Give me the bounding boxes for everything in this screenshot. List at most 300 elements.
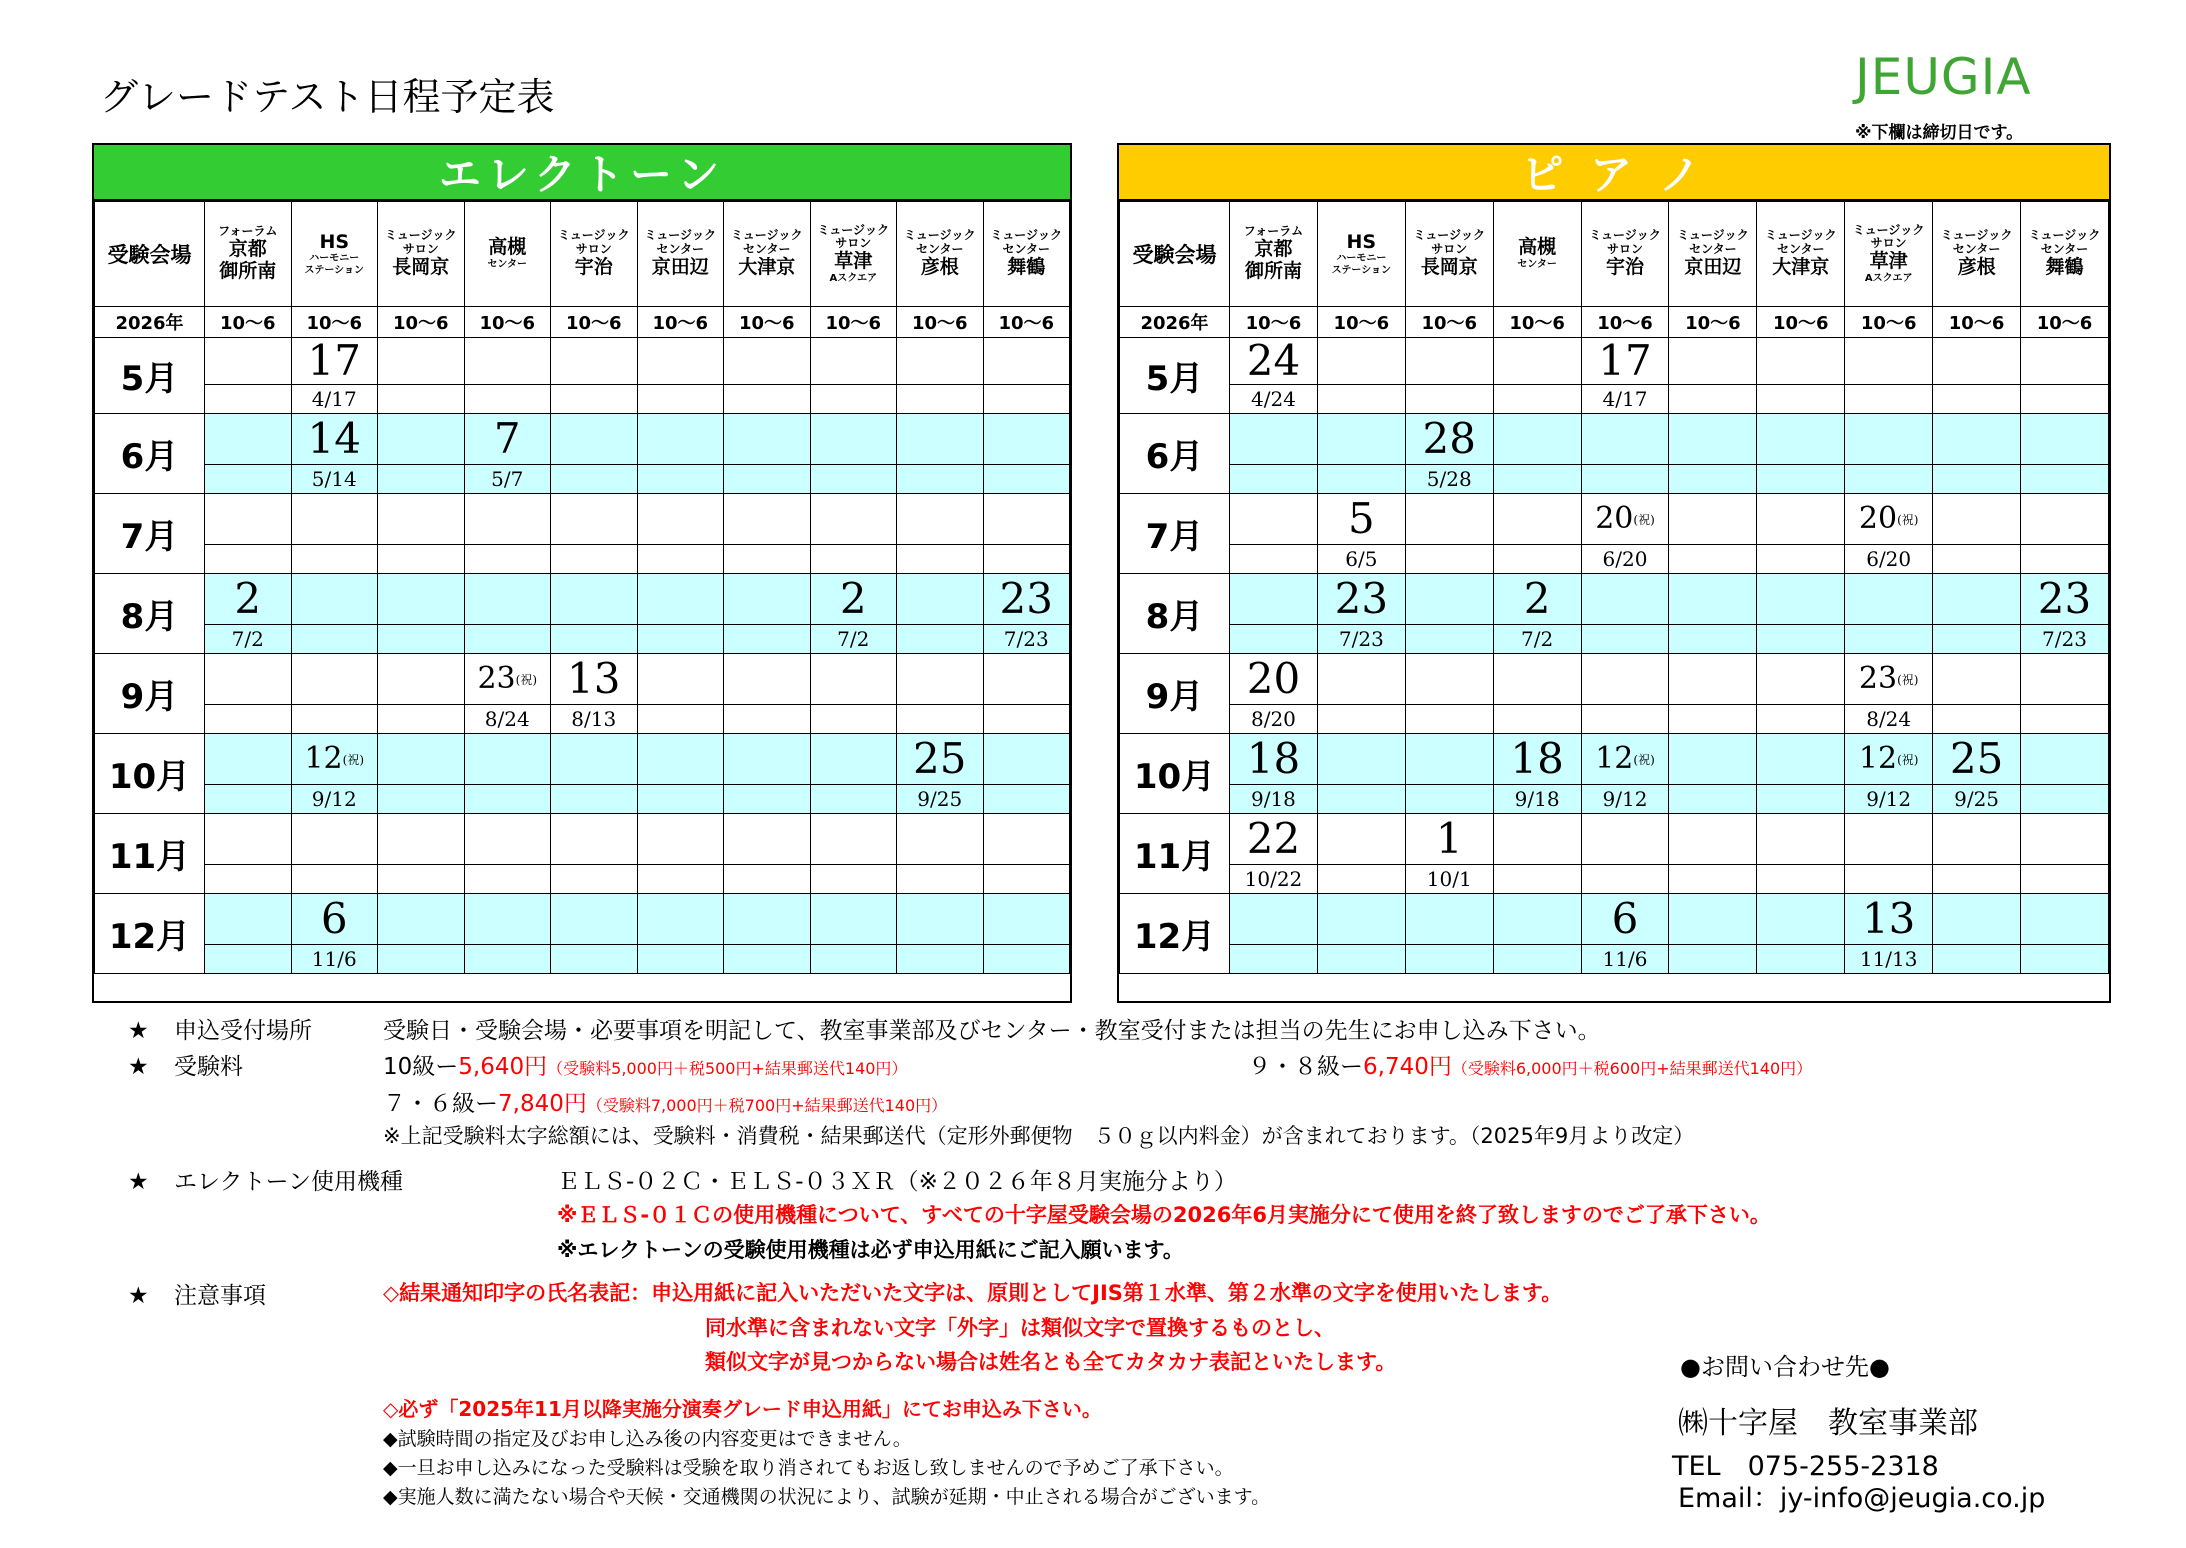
month-row-0	[1120, 338, 2109, 385]
empty-cell	[2021, 945, 2109, 974]
empty-cell	[205, 654, 292, 705]
empty-cell	[897, 385, 984, 414]
empty-cell	[1933, 705, 2021, 734]
empty-cell	[637, 465, 724, 494]
exam-day: 13	[551, 654, 638, 705]
month-row-7	[1120, 894, 2109, 945]
empty-cell	[1845, 385, 1933, 414]
fee-10-detail: （受験料5,000円＋税500円+結果郵送代140円）	[547, 1059, 908, 1078]
exam-day: 18	[1230, 734, 1318, 785]
empty-cell	[1405, 654, 1493, 705]
empty-cell	[1757, 465, 1845, 494]
venue-suffix: ハーモニー ステーション	[1331, 253, 1392, 276]
exam-day: 25	[897, 734, 984, 785]
month-label: 6月	[95, 414, 205, 494]
empty-cell	[378, 574, 465, 625]
fee-label: 受験料	[173, 1054, 243, 1080]
venue-name: 宇治	[1606, 255, 1645, 278]
empty-cell	[1581, 865, 1669, 894]
empty-cell	[551, 574, 638, 625]
deadline-row-5	[1120, 785, 2109, 814]
empty-cell	[205, 945, 292, 974]
piano-venue-header	[1405, 202, 1493, 307]
exam-day: 20	[1230, 654, 1318, 705]
contact-email[interactable]: Email：jy-info@jeugia.co.jp	[1678, 1483, 2046, 1514]
deadline-date: 9/12	[1581, 785, 1669, 814]
month-row-6	[95, 814, 1070, 865]
holiday-mark: (祝)	[1633, 753, 1655, 767]
fee-98	[1248, 1048, 1812, 1081]
time-cell: 10～6	[551, 307, 638, 338]
empty-cell	[1669, 945, 1757, 974]
time-cell: 10～6	[1845, 307, 1933, 338]
empty-cell	[897, 945, 984, 974]
empty-cell	[724, 705, 811, 734]
empty-cell	[464, 865, 551, 894]
deadline-date: 6/5	[1317, 545, 1405, 574]
caution-3: 類似文字が見つからない場合は姓名とも全てカタカナ表記といたします。	[705, 1350, 1397, 1374]
venue-prefix: ミュージック センター	[1677, 228, 1749, 257]
empty-cell	[637, 785, 724, 814]
empty-cell	[810, 894, 897, 945]
empty-cell	[205, 338, 292, 385]
empty-cell	[378, 734, 465, 785]
deadline-date: 7/23	[1317, 625, 1405, 654]
venue-prefix: ミュージック センター	[990, 228, 1063, 257]
venue-prefix: フォーラム	[1243, 224, 1304, 239]
deadline-date: 4/17	[1581, 385, 1669, 414]
empty-cell	[1581, 465, 1669, 494]
empty-cell	[810, 385, 897, 414]
empty-cell	[1230, 574, 1318, 625]
star-icon: ★	[128, 1169, 149, 1195]
venue-prefix: ミュージック センター	[1940, 228, 2013, 257]
empty-cell	[2021, 414, 2109, 465]
empty-cell	[1845, 574, 1933, 625]
empty-cell	[378, 465, 465, 494]
empty-cell	[1845, 625, 1933, 654]
exam-day: 2	[1493, 574, 1581, 625]
venue-prefix: ミュージック サロン	[384, 228, 457, 257]
deadline-row-3	[1120, 625, 2109, 654]
empty-cell	[810, 465, 897, 494]
empty-cell	[1757, 865, 1845, 894]
electone-venue-header	[983, 202, 1070, 307]
empty-cell	[205, 494, 292, 545]
empty-cell	[1757, 945, 1845, 974]
empty-cell	[1757, 494, 1845, 545]
empty-cell	[205, 814, 292, 865]
venue-name: 大津京	[738, 255, 796, 278]
page-title: グレードテスト日程予定表	[100, 75, 555, 119]
exam-day: 25	[1933, 734, 2021, 785]
empty-cell	[724, 785, 811, 814]
empty-cell	[724, 814, 811, 865]
piano-venue-header	[1581, 202, 1669, 307]
caution-1: ◇結果通知印字の氏名表記：申込用紙に記入いただいた文字は、原則としてJIS第１水準、第２水準の文字を使用いたします。	[383, 1281, 1563, 1305]
contact-tel: TEL 075-255-2318	[1672, 1451, 1939, 1482]
fee-76-detail: （受験料7,000円＋税700円+結果郵送代140円）	[586, 1096, 948, 1115]
empty-cell	[378, 945, 465, 974]
month-label: 8月	[95, 574, 205, 654]
empty-cell	[551, 545, 638, 574]
empty-cell	[724, 465, 811, 494]
venue-name: 高槻	[1518, 236, 1557, 259]
empty-cell	[1317, 705, 1405, 734]
fee-10	[383, 1048, 907, 1081]
empty-cell	[637, 494, 724, 545]
month-label: 12月	[95, 894, 205, 974]
exam-day: 17	[291, 338, 378, 385]
deadline-date: 9/25	[897, 785, 984, 814]
empty-cell	[551, 494, 638, 545]
venue-prefix: ミュージック センター	[2028, 228, 2101, 257]
empty-cell	[1581, 654, 1669, 705]
empty-cell	[810, 814, 897, 865]
venue-name: 長岡京	[392, 255, 450, 278]
empty-cell	[1845, 414, 1933, 465]
empty-cell	[897, 545, 984, 574]
empty-cell	[1317, 338, 1405, 385]
empty-cell	[1493, 865, 1581, 894]
empty-cell	[637, 654, 724, 705]
empty-cell	[1933, 574, 2021, 625]
electone-schedule	[92, 143, 1072, 1003]
empty-cell	[1493, 414, 1581, 465]
empty-cell	[724, 574, 811, 625]
empty-cell	[897, 654, 984, 705]
venue-prefix: ミュージック センター	[903, 228, 976, 257]
empty-cell	[810, 654, 897, 705]
empty-cell	[205, 785, 292, 814]
empty-cell	[464, 734, 551, 785]
deadline-date: 4/24	[1230, 385, 1318, 414]
empty-cell	[637, 945, 724, 974]
electone-venue-header	[291, 202, 378, 307]
empty-cell	[1405, 625, 1493, 654]
month-label: 10月	[1120, 734, 1230, 814]
empty-cell	[1405, 574, 1493, 625]
electone-venue-header	[205, 202, 292, 307]
empty-cell	[378, 338, 465, 385]
time-cell: 10～6	[464, 307, 551, 338]
model-row	[128, 1163, 403, 1196]
venue-name: 京田辺	[651, 255, 709, 278]
empty-cell	[291, 494, 378, 545]
empty-cell	[1933, 494, 2021, 545]
empty-cell	[1933, 625, 2021, 654]
empty-cell	[983, 814, 1070, 865]
empty-cell	[464, 574, 551, 625]
venue-prefix: ミュージック サロン	[557, 228, 630, 257]
electone-venue-header	[637, 202, 724, 307]
deadline-row-0	[1120, 385, 2109, 414]
star-icon: ★	[128, 1018, 149, 1044]
caution-5: ◆試験時間の指定及びお申し込み後の内容変更はできません。	[383, 1428, 912, 1450]
venue-name: 草津	[834, 250, 873, 273]
empty-cell	[1845, 338, 1933, 385]
empty-cell	[551, 414, 638, 465]
deadline-date: 8/13	[551, 705, 638, 734]
empty-cell	[2021, 865, 2109, 894]
empty-cell	[1317, 414, 1405, 465]
empty-cell	[2021, 654, 2109, 705]
caution-label: 注意事項	[173, 1283, 266, 1309]
empty-cell	[1669, 574, 1757, 625]
empty-cell	[810, 945, 897, 974]
venue-name: 舞鶴	[2045, 255, 2084, 278]
deadline-date: 8/20	[1230, 705, 1318, 734]
time-cell: 10～6	[1493, 307, 1581, 338]
empty-cell	[637, 734, 724, 785]
empty-cell	[2021, 465, 2109, 494]
electone-venue-header	[378, 202, 465, 307]
empty-cell	[1581, 574, 1669, 625]
empty-cell	[1405, 545, 1493, 574]
exam-day: 12(祝)	[1581, 734, 1669, 785]
venue-prefix: フォーラム	[218, 224, 278, 239]
empty-cell	[205, 865, 292, 894]
fee-98-grade: ９・８級ー	[1248, 1054, 1363, 1080]
caution-row	[128, 1277, 266, 1310]
empty-cell	[464, 494, 551, 545]
empty-cell	[1317, 814, 1405, 865]
exam-day: 22	[1230, 814, 1318, 865]
empty-cell	[637, 625, 724, 654]
fee-76-grade: ７・６級ー	[383, 1091, 498, 1117]
apply-row	[128, 1012, 312, 1045]
empty-cell	[205, 465, 292, 494]
electone-venue-header	[897, 202, 984, 307]
empty-cell	[724, 414, 811, 465]
empty-cell	[291, 814, 378, 865]
empty-cell	[1493, 465, 1581, 494]
empty-cell	[983, 705, 1070, 734]
exam-day: 12(祝)	[1845, 734, 1933, 785]
empty-cell	[1933, 385, 2021, 414]
exam-day: 24	[1230, 338, 1318, 385]
empty-cell	[378, 785, 465, 814]
time-cell: 10～6	[810, 307, 897, 338]
deadline-row-5	[95, 785, 1070, 814]
venue-name: HS	[319, 230, 350, 253]
contact-company: ㈱十字屋 教室事業部	[1678, 1406, 1978, 1441]
empty-cell	[1933, 945, 2021, 974]
venue-name: 京田辺	[1684, 255, 1742, 278]
empty-cell	[724, 494, 811, 545]
deadline-date: 11/6	[1581, 945, 1669, 974]
deadline-row-3	[95, 625, 1070, 654]
deadline-date: 7/2	[205, 625, 292, 654]
fee-10-price: 5,640円	[458, 1054, 548, 1080]
deadline-date: 8/24	[1845, 705, 1933, 734]
exam-day: 6	[1581, 894, 1669, 945]
empty-cell	[378, 654, 465, 705]
empty-cell	[464, 814, 551, 865]
deadline-date: 10/22	[1230, 865, 1318, 894]
holiday-mark: (祝)	[1633, 513, 1655, 527]
month-row-0	[95, 338, 1070, 385]
deadline-date: 5/7	[464, 465, 551, 494]
empty-cell	[551, 734, 638, 785]
deadline-row-4	[95, 705, 1070, 734]
month-label: 11月	[95, 814, 205, 894]
empty-cell	[1845, 814, 1933, 865]
fee-98-price: 6,740円	[1363, 1054, 1452, 1080]
empty-cell	[1493, 894, 1581, 945]
empty-cell	[2021, 385, 2109, 414]
empty-cell	[810, 494, 897, 545]
deadline-date: 4/17	[291, 385, 378, 414]
month-label: 5月	[95, 338, 205, 414]
exam-day: 23	[1317, 574, 1405, 625]
time-cell: 10～6	[637, 307, 724, 338]
month-row-6	[1120, 814, 2109, 865]
empty-cell	[1757, 814, 1845, 865]
empty-cell	[1317, 385, 1405, 414]
exam-day: 12(祝)	[291, 734, 378, 785]
empty-cell	[637, 574, 724, 625]
empty-cell	[724, 545, 811, 574]
empty-cell	[1845, 465, 1933, 494]
deadline-row-1	[1120, 465, 2109, 494]
empty-cell	[205, 414, 292, 465]
empty-cell	[291, 625, 378, 654]
empty-cell	[1405, 494, 1493, 545]
empty-cell	[637, 705, 724, 734]
piano-venue-header	[1845, 202, 1933, 307]
venue-suffix: Aスクエア	[1864, 272, 1913, 284]
deadline-date: 6/20	[1845, 545, 1933, 574]
empty-cell	[1581, 814, 1669, 865]
deadline-row-7	[1120, 945, 2109, 974]
piano-venue-row	[1120, 202, 2109, 307]
empty-cell	[1933, 414, 2021, 465]
empty-cell	[1317, 654, 1405, 705]
star-icon: ★	[128, 1283, 149, 1309]
piano-venue-header	[1933, 202, 2021, 307]
month-row-1	[1120, 414, 2109, 465]
venue-name: 京都 御所南	[219, 238, 277, 282]
empty-cell	[1493, 654, 1581, 705]
exam-day: 5	[1317, 494, 1405, 545]
electone-venue-header	[464, 202, 551, 307]
month-label: 9月	[95, 654, 205, 734]
exam-day: 20(祝)	[1845, 494, 1933, 545]
month-row-3	[1120, 574, 2109, 625]
piano-schedule	[1117, 143, 2111, 1003]
empty-cell	[1493, 705, 1581, 734]
deadline-row-1	[95, 465, 1070, 494]
time-cell: 10～6	[2021, 307, 2109, 338]
empty-cell	[637, 814, 724, 865]
empty-cell	[1933, 338, 2021, 385]
deadline-row-4	[1120, 705, 2109, 734]
piano-table	[1119, 201, 2109, 974]
empty-cell	[1669, 414, 1757, 465]
empty-cell	[378, 494, 465, 545]
holiday-mark: (祝)	[342, 753, 365, 767]
empty-cell	[378, 865, 465, 894]
piano-venue-label: 受験会場	[1120, 202, 1230, 307]
contact-heading: ●お問い合わせ先●	[1680, 1353, 1890, 1381]
empty-cell	[724, 865, 811, 894]
exam-day: 14	[291, 414, 378, 465]
piano-venue-header	[1317, 202, 1405, 307]
empty-cell	[637, 385, 724, 414]
apply-text: 受験日・受験会場・必要事項を明記して、教室事業部及びセンター・教室受付または担当の先生にお申し込み下さい。	[383, 1018, 1601, 1044]
empty-cell	[2021, 734, 2109, 785]
empty-cell	[724, 338, 811, 385]
fee-76	[383, 1085, 947, 1118]
empty-cell	[551, 465, 638, 494]
empty-cell	[1317, 865, 1405, 894]
empty-cell	[551, 385, 638, 414]
month-label: 9月	[1120, 654, 1230, 734]
empty-cell	[897, 814, 984, 865]
deadline-row-0	[95, 385, 1070, 414]
venue-suffix: センター	[487, 259, 528, 271]
exam-day: 1	[1405, 814, 1493, 865]
deadline-row-6	[95, 865, 1070, 894]
empty-cell	[810, 785, 897, 814]
empty-cell	[637, 338, 724, 385]
empty-cell	[983, 338, 1070, 385]
venue-prefix: ミュージック サロン	[1589, 228, 1661, 257]
empty-cell	[897, 705, 984, 734]
exam-day: 13	[1845, 894, 1933, 945]
exam-day: 23(祝)	[1845, 654, 1933, 705]
empty-cell	[291, 545, 378, 574]
deadline-note: ※下欄は締切日です。	[1855, 123, 2024, 143]
month-row-2	[95, 494, 1070, 545]
empty-cell	[983, 385, 1070, 414]
empty-cell	[1669, 625, 1757, 654]
empty-cell	[724, 894, 811, 945]
exam-day: 17	[1581, 338, 1669, 385]
deadline-date: 7/2	[1493, 625, 1581, 654]
empty-cell	[1405, 705, 1493, 734]
time-cell: 10～6	[291, 307, 378, 338]
empty-cell	[724, 654, 811, 705]
holiday-mark: (祝)	[1897, 673, 1919, 687]
empty-cell	[291, 654, 378, 705]
empty-cell	[1669, 494, 1757, 545]
empty-cell	[1581, 705, 1669, 734]
exam-day: 23	[2021, 574, 2109, 625]
empty-cell	[1581, 625, 1669, 654]
empty-cell	[810, 338, 897, 385]
empty-cell	[983, 945, 1070, 974]
empty-cell	[291, 574, 378, 625]
empty-cell	[1669, 814, 1757, 865]
month-row-1	[95, 414, 1070, 465]
empty-cell	[724, 945, 811, 974]
empty-cell	[897, 894, 984, 945]
deadline-date: 7/2	[810, 625, 897, 654]
caution-2: 同水準に含まれない文字「外字」は類似文字で置換するものとし、	[705, 1316, 1335, 1340]
venue-name: 宇治	[574, 255, 613, 278]
empty-cell	[2021, 785, 2109, 814]
empty-cell	[205, 385, 292, 414]
deadline-date: 9/12	[291, 785, 378, 814]
venue-prefix: ミュージック センター	[1765, 228, 1837, 257]
empty-cell	[551, 338, 638, 385]
month-row-5	[95, 734, 1070, 785]
empty-cell	[1230, 465, 1318, 494]
piano-venue-header	[1669, 202, 1757, 307]
month-label: 10月	[95, 734, 205, 814]
